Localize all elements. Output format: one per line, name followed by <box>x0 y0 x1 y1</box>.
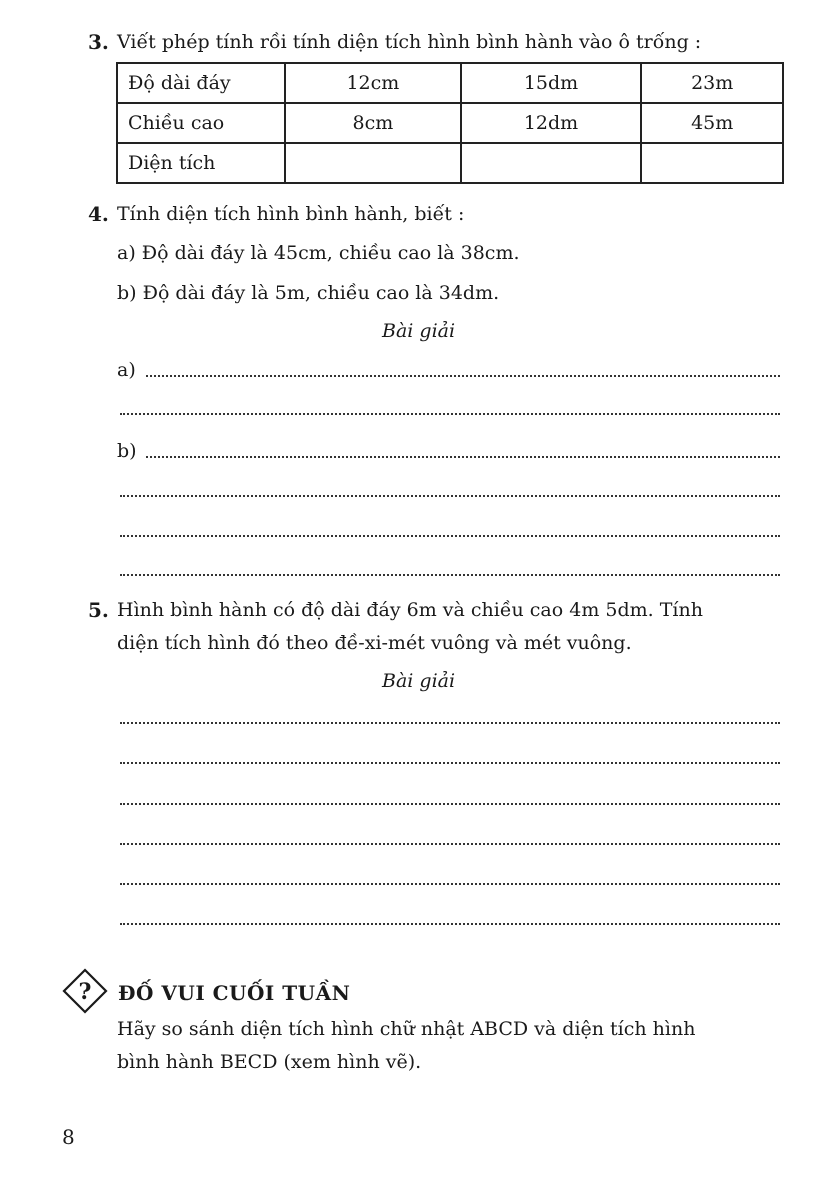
table-cell: 45m <box>641 103 783 143</box>
exercise-5-line-2: diện tích hình đó theo đề-xi-mét vuông và mét vuông. <box>117 632 632 654</box>
exercise-4-instruction: Tính diện tích hình bình hành, biết : <box>117 203 465 225</box>
question-diamond-icon <box>62 968 108 1014</box>
table-row-area <box>117 143 783 183</box>
answer-line[interactable] <box>120 495 780 497</box>
answer-cell[interactable] <box>285 143 461 183</box>
exercise-4-part-a: a) Độ dài đáy là 45cm, chiều cao là 38cm. <box>117 242 520 264</box>
answer-line[interactable] <box>120 722 780 724</box>
table-row-height <box>117 103 783 143</box>
table-cell: 23m <box>641 63 783 103</box>
puzzle-line-1: Hãy so sánh diện tích hình chữ nhật ABCD và diện tích hình <box>117 1018 696 1040</box>
solution-heading-5: Bài giải <box>382 670 456 692</box>
table-cell: 12cm <box>285 63 461 103</box>
table-cell: 8cm <box>285 103 461 143</box>
exercise-3-number: 3. <box>88 30 109 54</box>
row-header-base: Độ dài đáy <box>117 63 285 103</box>
answer-cell[interactable] <box>461 143 642 183</box>
exercise-4-number: 4. <box>88 202 109 226</box>
answer-line[interactable] <box>146 456 780 458</box>
table-cell: 12dm <box>461 103 642 143</box>
answer-line[interactable] <box>120 535 780 537</box>
solution-heading-4: Bài giải <box>382 320 456 342</box>
row-header-height: Chiều cao <box>117 103 285 143</box>
question-mark: ? <box>78 979 92 1005</box>
exercise-5-line-1: Hình bình hành có độ dài đáy 6m và chiều cao 4m 5dm. Tính <box>117 599 703 621</box>
answer-line[interactable] <box>120 762 780 764</box>
answer-label-b: b) <box>117 440 137 462</box>
exercise-4-part-b: b) Độ dài đáy là 5m, chiều cao là 34dm. <box>117 282 500 304</box>
exercise-3-instruction: Viết phép tính rồi tính diện tích hình bình hành vào ô trống : <box>117 31 702 53</box>
answer-cell[interactable] <box>641 143 783 183</box>
row-header-area: Diện tích <box>117 143 285 183</box>
page-number: 8 <box>62 1125 75 1149</box>
exercise-5-number: 5. <box>88 598 109 622</box>
answer-line[interactable] <box>120 843 780 845</box>
table-cell: 15dm <box>461 63 642 103</box>
answer-line[interactable] <box>146 375 780 377</box>
answer-line[interactable] <box>120 883 780 885</box>
answer-label-a: a) <box>117 359 136 381</box>
puzzle-line-2: bình hành BECD (xem hình vẽ). <box>117 1051 422 1073</box>
answer-line[interactable] <box>120 413 780 415</box>
answer-line[interactable] <box>120 923 780 925</box>
answer-line[interactable] <box>120 574 780 576</box>
answer-line[interactable] <box>120 803 780 805</box>
area-table <box>116 62 784 184</box>
table-row-base <box>117 63 783 103</box>
puzzle-title: ĐỐ VUI CUỐI TUẦN <box>118 981 351 1005</box>
